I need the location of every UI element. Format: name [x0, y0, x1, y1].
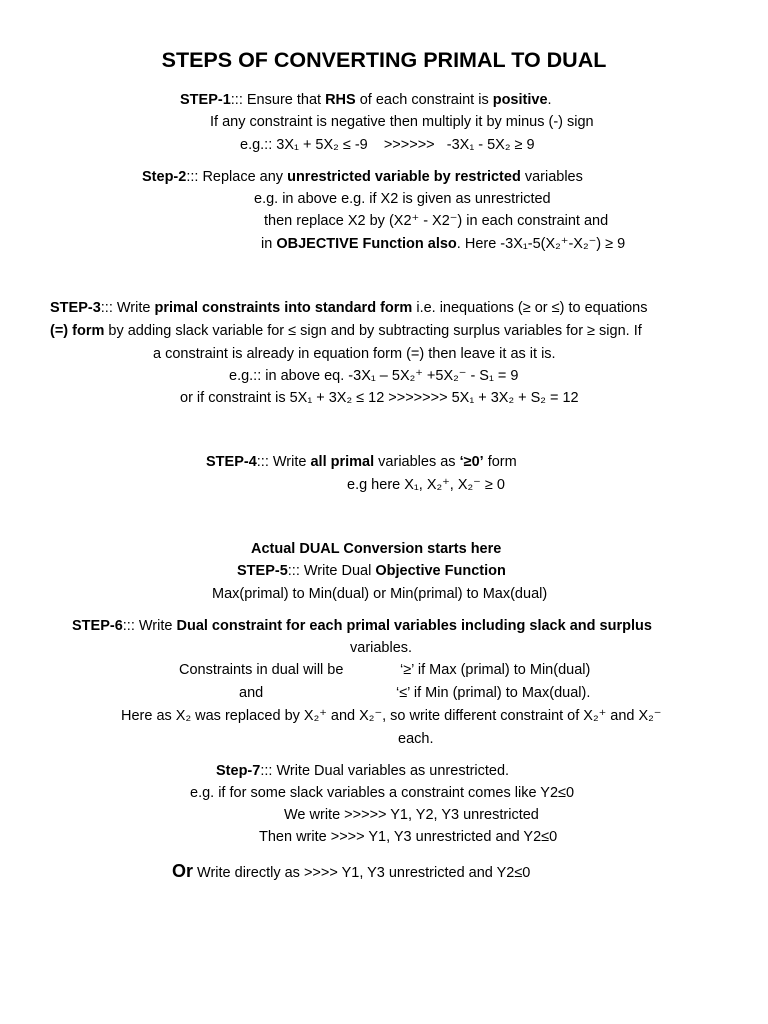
step-4-text-a: Write	[268, 454, 311, 470]
step-4-all-primal: all primal	[310, 454, 375, 470]
step-3-line-2-rest: by adding slack variable for ≤ sign and by subtracting surplus variables for ≥ sign. If	[104, 323, 642, 339]
step-2-line-4-pre: in	[261, 236, 277, 252]
step-7-line-4: Then write >>>> Y1, Y3 unrestricted and Y2≤0	[259, 829, 558, 845]
step-5-label: STEP-5	[237, 563, 288, 579]
step-1-eg-lhs: 3X₁ + 5X₂ ≤ -9	[276, 137, 368, 153]
step-1-eg-rhs: -3X₁ - 5X₂ ≥ 9	[446, 137, 535, 153]
step-5-heading	[237, 562, 506, 580]
step-1-rhs: RHS	[325, 92, 356, 108]
step-3-text-a: Write	[112, 300, 155, 316]
step-2-label: Step-2	[142, 169, 187, 185]
step-3-bold: primal constraints into standard form	[154, 300, 413, 316]
page-title: STEPS OF CONVERTING PRIMAL TO DUAL	[161, 48, 607, 72]
step-2-separator: :::	[186, 169, 199, 185]
or-line	[172, 862, 530, 882]
step-7-heading	[216, 762, 509, 780]
step-2-text-a: Replace any	[198, 169, 288, 185]
step-7-line-2: e.g. if for some slack variables a constraint comes like Y2≤0	[190, 785, 575, 801]
step-3-text-b: i.e. inequations (≥ or ≤) to equations	[412, 300, 648, 316]
step-2-line-3: then replace X2 by (X2⁺ - X2⁻) in each constraint and	[264, 213, 609, 229]
step-6-text-a: Write	[134, 618, 177, 634]
step-3-line-4: e.g.:: in above eq. -3X₁ – 5X₂⁺ +5X₂⁻ - S₁ = 9	[229, 368, 519, 384]
step-1-text-b: of each constraint is	[355, 92, 493, 108]
step-5-separator: :::	[287, 563, 300, 579]
or-label: Or	[172, 861, 194, 881]
step-6-line-6: each.	[398, 731, 434, 747]
step-3-line-3: a constraint is already in equation form (=) then leave it as it is.	[153, 346, 556, 362]
step-3-line-5: or if constraint is 5X₁ + 3X₂ ≤ 12 >>>>>>> 5X₁ + 3X₂ + S₂ = 12	[180, 390, 579, 406]
step-4-line-2: e.g here X₁, X₂⁺, X₂⁻ ≥ 0	[347, 477, 505, 493]
step-1-line-2: If any constraint is negative then multiply it by minus (-) sign	[210, 114, 594, 130]
step-1-positive: positive	[492, 92, 548, 108]
step-1-heading	[180, 91, 552, 109]
step-6-line-4b: ‘≤’ if Min (primal) to Max(dual).	[396, 685, 591, 701]
step-4-label: STEP-4	[206, 454, 257, 470]
actual-dual-heading: Actual DUAL Conversion starts here	[251, 541, 502, 557]
step-2-heading	[142, 168, 583, 186]
step-2-line-4-post: . Here -3X₁-5(X₂⁺-X₂⁻) ≥ 9	[456, 236, 626, 252]
step-6-line-2: variables.	[350, 640, 413, 656]
step-4-heading	[206, 453, 517, 471]
step-1-text-a: Ensure that	[242, 92, 326, 108]
step-7-line-3: We write >>>>> Y1, Y2, Y3 unrestricted	[284, 807, 539, 823]
step-5-objective: Objective Function	[375, 563, 506, 579]
step-6-line-5: Here as X₂ was replaced by X₂⁺ and X₂⁻, so write different constraint of X₂⁺ and X₂⁻	[121, 708, 662, 724]
step-4-separator: :::	[256, 454, 269, 470]
step-2-objective: OBJECTIVE Function also	[276, 236, 457, 252]
step-1-separator: :::	[230, 92, 243, 108]
step-5-line-2: Max(primal) to Min(dual) or Min(primal) to Max(dual)	[212, 586, 548, 602]
step-7-separator: :::	[260, 763, 273, 779]
step-7-text-a: Write Dual variables as unrestricted.	[272, 763, 510, 779]
step-6-heading	[72, 617, 652, 635]
step-4-text-c: form	[483, 454, 517, 470]
step-2-line-4	[261, 235, 625, 253]
step-1-eg-prefix: e.g.::	[240, 137, 277, 153]
step-7-label: Step-7	[216, 763, 261, 779]
step-1-eg-arrow: >>>>>>	[383, 137, 435, 153]
step-6-line-3a: Constraints in dual will be	[179, 662, 344, 678]
step-5-text-a: Write Dual	[299, 563, 376, 579]
step-6-line-3b: ‘≥’ if Max (primal) to Min(dual)	[400, 662, 591, 678]
step-4-text-b: variables as	[374, 454, 460, 470]
step-2-text-b: variables	[520, 169, 583, 185]
step-6-label: STEP-6	[72, 618, 123, 634]
step-3-line-2	[50, 322, 642, 340]
step-2-bold: unrestricted variable by restricted	[287, 169, 521, 185]
step-3-equation-form: (=) form	[50, 323, 105, 339]
step-1-label: STEP-1	[180, 92, 231, 108]
step-4-nonneg: ‘≥0’	[459, 454, 484, 470]
step-2-line-2: e.g. in above e.g. if X2 is given as unrestricted	[254, 191, 551, 207]
step-6-line-4a: and	[239, 685, 264, 701]
step-1-example	[240, 136, 535, 154]
step-3-separator: :::	[100, 300, 113, 316]
step-6-separator: :::	[122, 618, 135, 634]
step-6-bold: Dual constraint for each primal variables including slack and surplus	[176, 618, 652, 634]
step-3-label: STEP-3	[50, 300, 101, 316]
step-1-period: .	[547, 92, 552, 108]
or-line-text: Write directly as >>>> Y1, Y3 unrestricted and Y2≤0	[193, 865, 531, 881]
step-3-heading	[50, 299, 647, 317]
